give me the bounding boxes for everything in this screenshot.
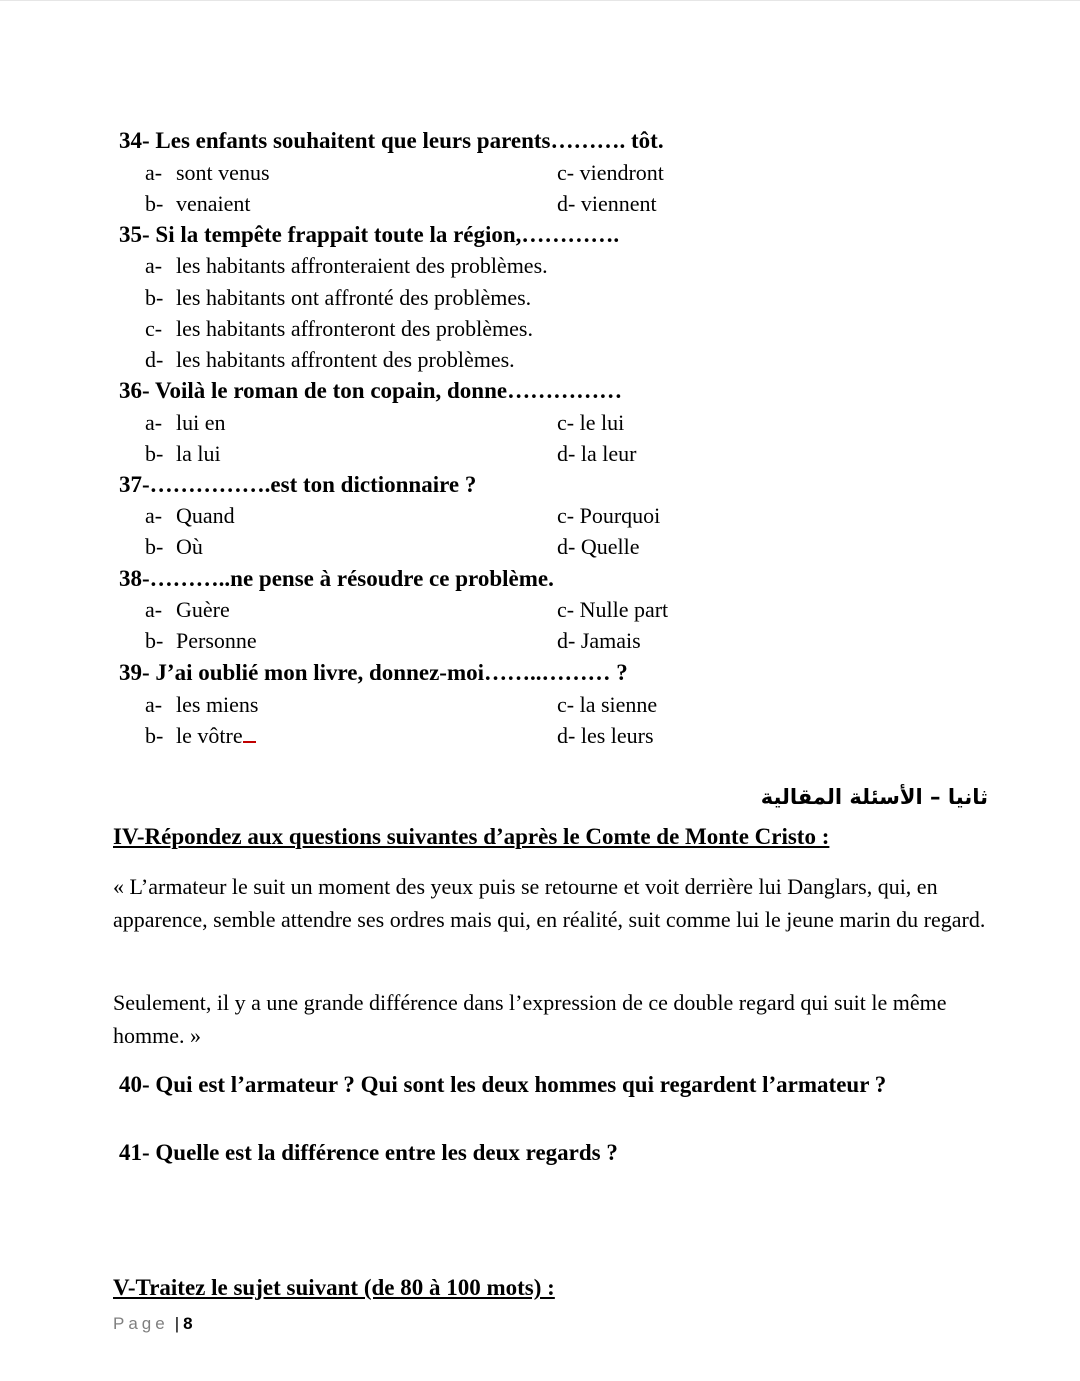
option-text: les miens: [176, 692, 259, 717]
option-text: les habitants ont affronté des problèmes.: [176, 285, 532, 310]
q34-option-a: [145, 158, 270, 188]
q38-option-c: c- Nulle part: [557, 597, 669, 622]
section-v-title: V-Traitez le sujet suivant (de 80 à 100 mots) :: [113, 1275, 555, 1300]
option-letter: a-: [145, 160, 163, 185]
question-35: 35- Si la tempête frappait toute la région,………….: [119, 222, 620, 247]
question-39: 39- J’ai oublié mon livre, donnez-moi……..……… ?: [119, 660, 628, 685]
q37-option-a: [145, 501, 235, 531]
option-letter: b-: [145, 723, 164, 748]
option-letter: a-: [145, 597, 163, 622]
option-text: venaient: [176, 191, 251, 216]
question-41: 41- Quelle est la différence entre les deux regards ?: [119, 1140, 618, 1165]
option-letter: d-: [145, 347, 164, 372]
option-text: lui en: [176, 410, 226, 435]
page-label: Page: [113, 1314, 169, 1333]
page-footer: [113, 1312, 193, 1336]
option-text: les habitants affrontent des problèmes.: [176, 347, 515, 372]
q34-option-b: [145, 189, 251, 219]
question-34: 34- Les enfants souhaitent que leurs parents………. tôt.: [119, 128, 664, 153]
q34-option-c: c- viendront: [557, 160, 664, 185]
passage-paragraph-1: « L’armateur le suit un moment des yeux puis se retourne et voit derrière lui Danglars, qui, en apparence, semble attendre ses ordres mais qui, en réalité, suit comme lui le jeune marin du regard.: [113, 874, 986, 932]
q35-option-c: [145, 314, 533, 344]
q36-option-b: [145, 439, 221, 469]
option-text: Personne: [176, 628, 257, 653]
q35-option-b: [145, 283, 531, 313]
q38-option-d: d- Jamais: [557, 628, 641, 653]
question-36: 36- Voilà le roman de ton copain, donne……………: [119, 378, 623, 403]
q36-option-a: [145, 408, 226, 438]
q39-option-c: c- la sienne: [557, 692, 658, 717]
passage-paragraph-2: Seulement, il y a une grande différence dans l’expression de ce double regard qui suit le même homme. »: [113, 990, 947, 1048]
page-separator: |: [174, 1314, 180, 1333]
option-text: sont venus: [176, 160, 270, 185]
option-text: les habitants affronteraient des problèmes.: [176, 253, 548, 278]
option-letter: a-: [145, 692, 163, 717]
option-text: la lui: [176, 441, 221, 466]
section-iv-title: IV-Répondez aux questions suivantes d’après le Comte de Monte Cristo :: [113, 824, 830, 849]
option-letter: b-: [145, 441, 164, 466]
q37-option-b: [145, 532, 203, 562]
q35-option-a: [145, 251, 548, 281]
q39-option-b: [145, 721, 256, 751]
option-text: les habitants affronteront des problèmes.: [176, 316, 533, 341]
arabic-section-heading: ثانيا – الأسئلة المقالية: [760, 785, 988, 809]
spellcheck-underline-mark: [243, 725, 256, 743]
option-letter: b-: [145, 534, 164, 559]
q34-option-d: d- viennent: [557, 191, 657, 216]
question-38: 38-………..ne pense à résoudre ce problème.: [119, 566, 554, 591]
option-letter: a-: [145, 410, 163, 435]
q35-option-d: [145, 345, 515, 375]
q38-option-a: [145, 595, 230, 625]
q37-option-c: c- Pourquoi: [557, 503, 661, 528]
question-40: 40- Qui est l’armateur ? Qui sont les deux hommes qui regardent l’armateur ?: [119, 1072, 887, 1097]
q36-option-c: c- le lui: [557, 410, 625, 435]
option-letter: a-: [145, 503, 163, 528]
q39-option-d: d- les leurs: [557, 723, 654, 748]
q36-option-d: d- la leur: [557, 441, 637, 466]
option-letter: b-: [145, 191, 164, 216]
q39-option-a: [145, 690, 259, 720]
page-number: 8: [183, 1314, 193, 1333]
option-text: Quand: [176, 503, 235, 528]
option-text: le vôtre: [176, 723, 243, 748]
option-letter: b-: [145, 285, 164, 310]
q37-option-d: d- Quelle: [557, 534, 640, 559]
question-37: 37-…………….est ton dictionnaire ?: [119, 472, 477, 497]
q38-option-b: [145, 626, 257, 656]
option-letter: a-: [145, 253, 163, 278]
option-letter: b-: [145, 628, 164, 653]
page-top-rule: [0, 0, 1080, 1]
option-text: Guère: [176, 597, 230, 622]
option-text: Où: [176, 534, 203, 559]
option-letter: c-: [145, 316, 163, 341]
